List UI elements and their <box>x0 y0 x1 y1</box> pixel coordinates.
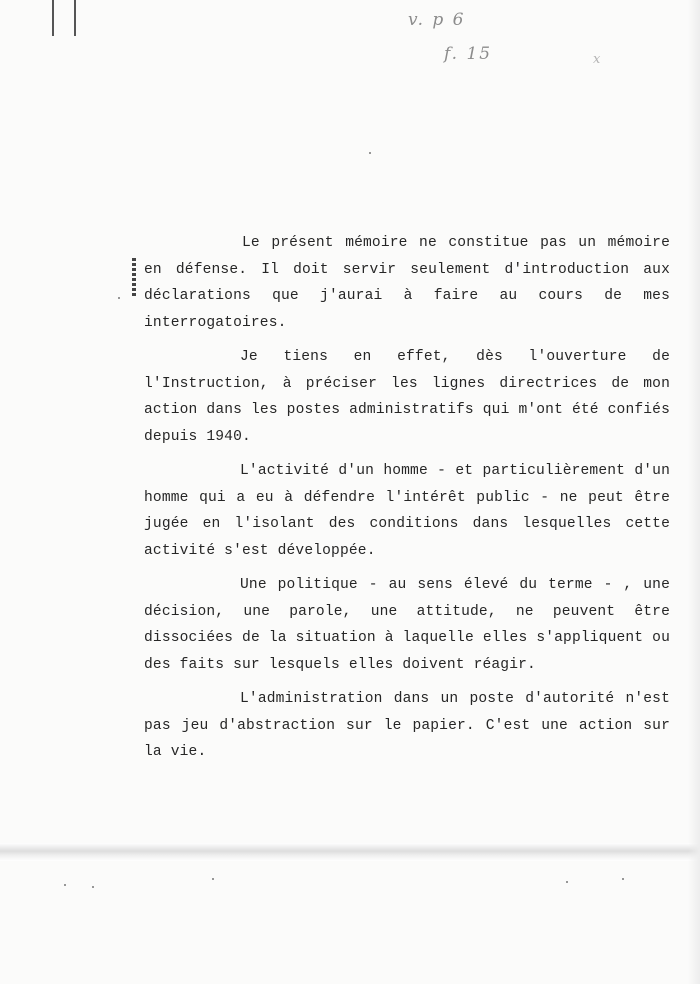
scan-speck <box>566 881 568 883</box>
binding-mark <box>74 0 76 36</box>
binding-mark <box>52 0 54 36</box>
scan-side-shadow <box>688 0 700 984</box>
paragraph: Une politique - au sens élevé du terme - , une décision, une parole, une attitude, ne peuvent être dissociées de la situation à laquelle elles s'appliquent ou des faits sur lesquels elles doivent réagir. <box>144 577 670 673</box>
paragraph: Le présent mémoire ne constitue pas un mémoire en défense. Il doit servir seulement d'introduction aux déclarations que j'aurai à faire au cours de mes interrogatoires. <box>144 235 670 331</box>
margin-mark <box>132 258 136 298</box>
handwritten-corner-mark: x <box>593 52 603 67</box>
memoir-text <box>144 230 670 774</box>
scan-speck <box>64 884 66 886</box>
handwritten-annotation: f. 15 <box>444 44 493 64</box>
scan-speck <box>118 297 120 299</box>
handwritten-annotation: v. p 6 <box>408 10 466 30</box>
scan-speck <box>622 878 624 880</box>
paragraph: Je tiens en effet, dès l'ouverture de l'Instruction, à préciser les lignes directrices de mon action dans les postes administratifs qui m'ont été confiés depuis 1940. <box>144 349 670 445</box>
paragraph: L'administration dans un poste d'autorité n'est pas jeu d'abstraction sur le papier. C'est une action sur la vie. <box>144 691 670 760</box>
paragraph: L'activité d'un homme - et particulièrement d'un homme qui a eu à défendre l'intérêt public - ne peut être jugée en l'isolant des conditions dans lesquelles cette activité s'est développée. <box>144 463 670 559</box>
binding-marks <box>52 0 82 38</box>
scan-edge-shadow <box>0 843 700 861</box>
scan-speck <box>212 878 214 880</box>
scan-speck <box>369 152 371 154</box>
scan-speck <box>92 886 94 888</box>
